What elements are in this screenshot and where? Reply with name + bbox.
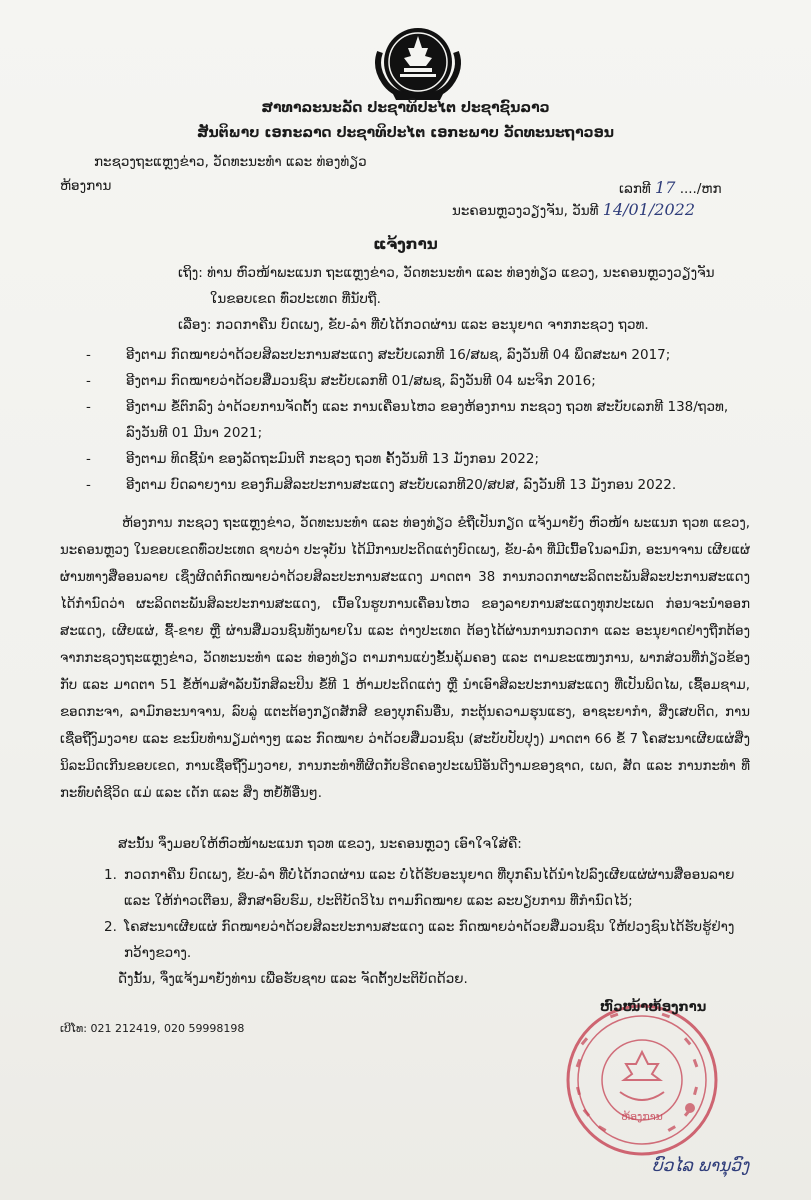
subject-line: ເລື່ອງ: ກວດກາຄືນ ບົດເພງ, ຂັບ-ລຳ ທີ່ບໍ່ໄດ້ກວດຜ່ານ ແລະ ອະນຸຍາດ ຈາກກະຊວງ ຖວທ.: [178, 317, 649, 333]
reference-item: - ອີງຕາມ ທິດຊີ້ນຳ ຂອງລັດຖະມົນຕີ ກະຊວງ ຖວທ ຄັ້ງວັນທີ 13 ມັງກອນ 2022;: [86, 446, 746, 472]
ministry-name: ກະຊວງຖະແຫຼງຂ່າວ, ວັດທະນະທຳ ແລະ ທ່ອງທ່ຽວ: [94, 154, 367, 170]
recipient-line-2: ໃນຂອບເຂດ ທົ່ວປະເທດ ທີ່ນັບຖື.: [210, 291, 381, 307]
action-item: [60, 862, 750, 914]
body-paragraph: ຫ້ອງການ ກະຊວງ ຖະແຫຼງຂ່າວ, ວັດທະນະທຳ ແລະ ທ່ອງທ່ຽວ ຂໍຖືເປັນກຽດ ແຈ້ງມາຍັງ ຫົວໜ້າ ພະແນກ ຖວທ ແຂວງ, ນະຄອນຫຼວງ ໃນຂອບເຂດທົ່ວປະເທດ ຊາບວ່າ ປະຈຸບັນ ໄດ້ມີການປະດິດແຕ່ງບົດເພງ, ຂັບ-ລຳ ທີ່ມີເນື້ອໃນລາມົກ, ອະນາຈານ ເຜີຍແຜ່ຜ່ານທາງສື່ອອນລາຍ ເຊິ່ງຜິດຕໍ່ກົດໝາຍວ່າດ້ວຍສິລະປະການສະແດງ ມາດຕາ 38 ການກວດກາຜະລິດຕະພັນສິລະປະການສະແດງ ໄດ້ກຳນົດວ່າ ຜະລິດຕະພັນສິລະປະການສະແດງ, ເນື້ອໃນຮູບການເຄື່ອນໄຫວ ຂອງລາຍການສະແດງທຸກປະເພດ ກ່ອນຈະນຳອອກສະແດງ, ເຜີຍແຜ່, ຊື້-ຂາຍ ຫຼື ຜ່ານສື່ມວນຊົນທັງພາຍໃນ ແລະ ຕ່າງປະເທດ ຕ້ອງໄດ້ຜ່ານການກວດກາ ແລະ ອະນຸຍາດຢ່າງຖືກຕ້ອງ ຈາກກະຊວງຖະແຫຼງຂ່າວ, ວັດທະນະທຳ ແລະ ທ່ອງທ່ຽວ ຕາມການແບ່ງຂັ້ນຄຸ້ມຄອງ ແລະ ຕາມຂະແໜງການ, ພາກສ່ວນທີ່ກ່ຽວຂ້ອງກັບ ແລະ ມາດຕາ 51 ຂໍ້ຫ້າມສຳລັບນັກສິລະປິນ ຂໍ້ທີ 1 ຫ້າມປະດິດແຕ່ງ ຫຼື ນຳເອົາສິລະປະການສະແດງ ທີ່ເປັນພິດໄພ, ເຊື້ອມຊາມ, ຂອດກະຈາ, ລາມົກອະນາຈານ, ລົບລູ່ ແຕະຕ້ອງກຽດສັກສີ ຂອງບຸກຄົນອື່ນ, ກະຕຸ້ນຄວາມຮຸນແຮງ, ອາຊະຍາກຳ, ສິ່ງເສບຕິດ, ການເຊື່ອຖືງົມງວາຍ ແລະ ຂະນົບທຳນຽມຕ່າງໆ ແລະ ກົດໝາຍ ວ່າດ້ວຍສື່ມວນຊົນ (ສະບັບປັບປຸງ) ມາດຕາ 66 ຂໍ້ 7 ໂຄສະນາເຜີຍແຜ່ສິ່ງນິລະມິດເກີນຂອບເຂດ, ການເຊື່ອຖືງົມງວາຍ, ການກະທຳທີ່ຜິດກັບຮີດຄອງປະເພນີອັນດີງາມຂອງຊາດ, ເພດ, ສັດ ແລະ ການກະທຳ ທີ່ກະທົບຕໍ່ຊີວິດ ແມ່ ແລະ ເດັກ ແລະ ສິ່ງ ຫຍໍ້ທໍ້ອື່ນໆ.: [60, 516, 750, 801]
reference-list: [86, 342, 746, 498]
document-title: ແຈ້ງການ: [373, 235, 438, 253]
action-item-number: 2.: [104, 919, 117, 935]
office-name: ຫ້ອງການ: [60, 178, 112, 194]
closing-intro: ສະນັ້ນ ຈຶ່ງມອບໃຫ້ຫົວໜ້າພະແນກ ຖວທ ແຂວງ, ນະຄອນຫຼວງ ເອົາໃຈໃສ່ຄື:: [118, 836, 522, 852]
date-value: 14/01/2022: [602, 200, 695, 219]
action-item: [60, 914, 750, 966]
phone-numbers: ເບີໂທ: 021 212419, 020 59998198: [60, 1022, 245, 1035]
reference-item: - ອີງຕາມ ກົດໝາຍວ່າດ້ວຍສິລະປະການສະແດງ ສະບັບເລກທີ 16/ສພຊ, ລົງວັນທີ 04 ພຶດສະພາ 2017;: [86, 342, 746, 368]
reference-item: - ອີງຕາມ ບົດລາຍງານ ຂອງກົມສິລະປະການສະແດງ ສະບັບເລກທີ20/ສປສ, ລົງວັນທີ 13 ມັງກອນ 2022.: [86, 472, 746, 498]
action-item-list: [60, 862, 750, 966]
place-and-date: [452, 200, 695, 219]
country-name: ສາທາລະນະລັດ ປະຊາທິປະໄຕ ປະຊາຊົນລາວ: [261, 100, 550, 116]
document-number: [619, 178, 722, 197]
signatory-role: ຫົວໜ້າຫ້ອງການ: [600, 1000, 707, 1015]
national-motto: ສັນຕິພາບ ເອກະລາດ ປະຊາທິປະໄຕ ເອກະພາບ ວັດທະນະຖາວອນ: [196, 125, 615, 141]
recipient-line-1: ເຖິງ: ທ່ານ ຫົວໜ້າພະແນກ ຖະແຫຼງຂ່າວ, ວັດທະນະທຳ ແລະ ທ່ອງທ່ຽວ ແຂວງ, ນະຄອນຫຼວງວຽງຈັນ: [178, 265, 715, 281]
document-number-suffix: ..../ຫກ: [679, 181, 722, 197]
lao-national-emblem-icon: [370, 22, 466, 104]
action-item-number: 1.: [104, 867, 117, 883]
final-line: ດັ່ງນັ້ນ, ຈຶ່ງແຈ້ງມາຍັງທ່ານ ເພື່ອຮັບຊາບ ແລະ ຈັດຕັ້ງປະຕິບັດດ້ວຍ.: [118, 971, 468, 987]
document-number-prefix: ເລກທີ: [619, 181, 651, 197]
official-seal-stamp-icon: [562, 1000, 722, 1160]
reference-item: - ອີງຕາມ ກົດໝາຍວ່າດ້ວຍສື່ມວນຊົນ ສະບັບເລກທີ 01/ສພຊ, ລົງວັນທີ 04 ພະຈິກ 2016;: [86, 368, 746, 394]
reference-item: - ອີງຕາມ ຂໍ້ຕົກລົງ ວ່າດ້ວຍການຈັດຕັ້ງ ແລະ ການເຄື່ອນໄຫວ ຂອງຫ້ອງການ ກະຊວງ ຖວທ ສະບັບເລກທີ 138/ຖວທ, ລົງວັນທີ 01 ມີນາ 2021;: [86, 394, 746, 446]
signatory-name: ບົວໄລ ພານຸວົງ: [652, 1156, 750, 1176]
action-item-text: ໂຄສະນາເຜີຍແຜ່ ກົດໝາຍວ່າດ້ວຍສິລະປະການສະແດງ ແລະ ກົດໝາຍວ່າດ້ວຍສື່ມວນຊົນ ໃຫ້ປວງຊົນໄດ້ຮັບຮູ້ຢ່າງກວ້າງຂວາງ.: [124, 919, 735, 961]
place-date-prefix: ນະຄອນຫຼວງວຽງຈັນ, ວັນທີ: [452, 203, 599, 219]
stamp-text: ຫ້ອງການ: [621, 1110, 663, 1123]
action-item-text: ກວດກາຄືນ ບົດເພງ, ຂັບ-ລຳ ທີ່ບໍ່ໄດ້ກວດຜ່ານ ແລະ ບໍ່ໄດ້ຮັບອະນຸຍາດ ທີ່ບຸກຄົນໄດ້ນຳໄປລົງເຜີຍແຜ່ຜ່ານສື່ອອນລາຍ ແລະ ໃຫ້ກ່າວເຕືອນ, ສຶກສາອົບຮົມ, ປະຕິບັດວິໄນ ຕາມກົດໝາຍ ແລະ ລະບຽບການ ທີ່ກຳນົດໄວ້;: [124, 867, 735, 909]
document-number-value: 17: [655, 178, 676, 197]
